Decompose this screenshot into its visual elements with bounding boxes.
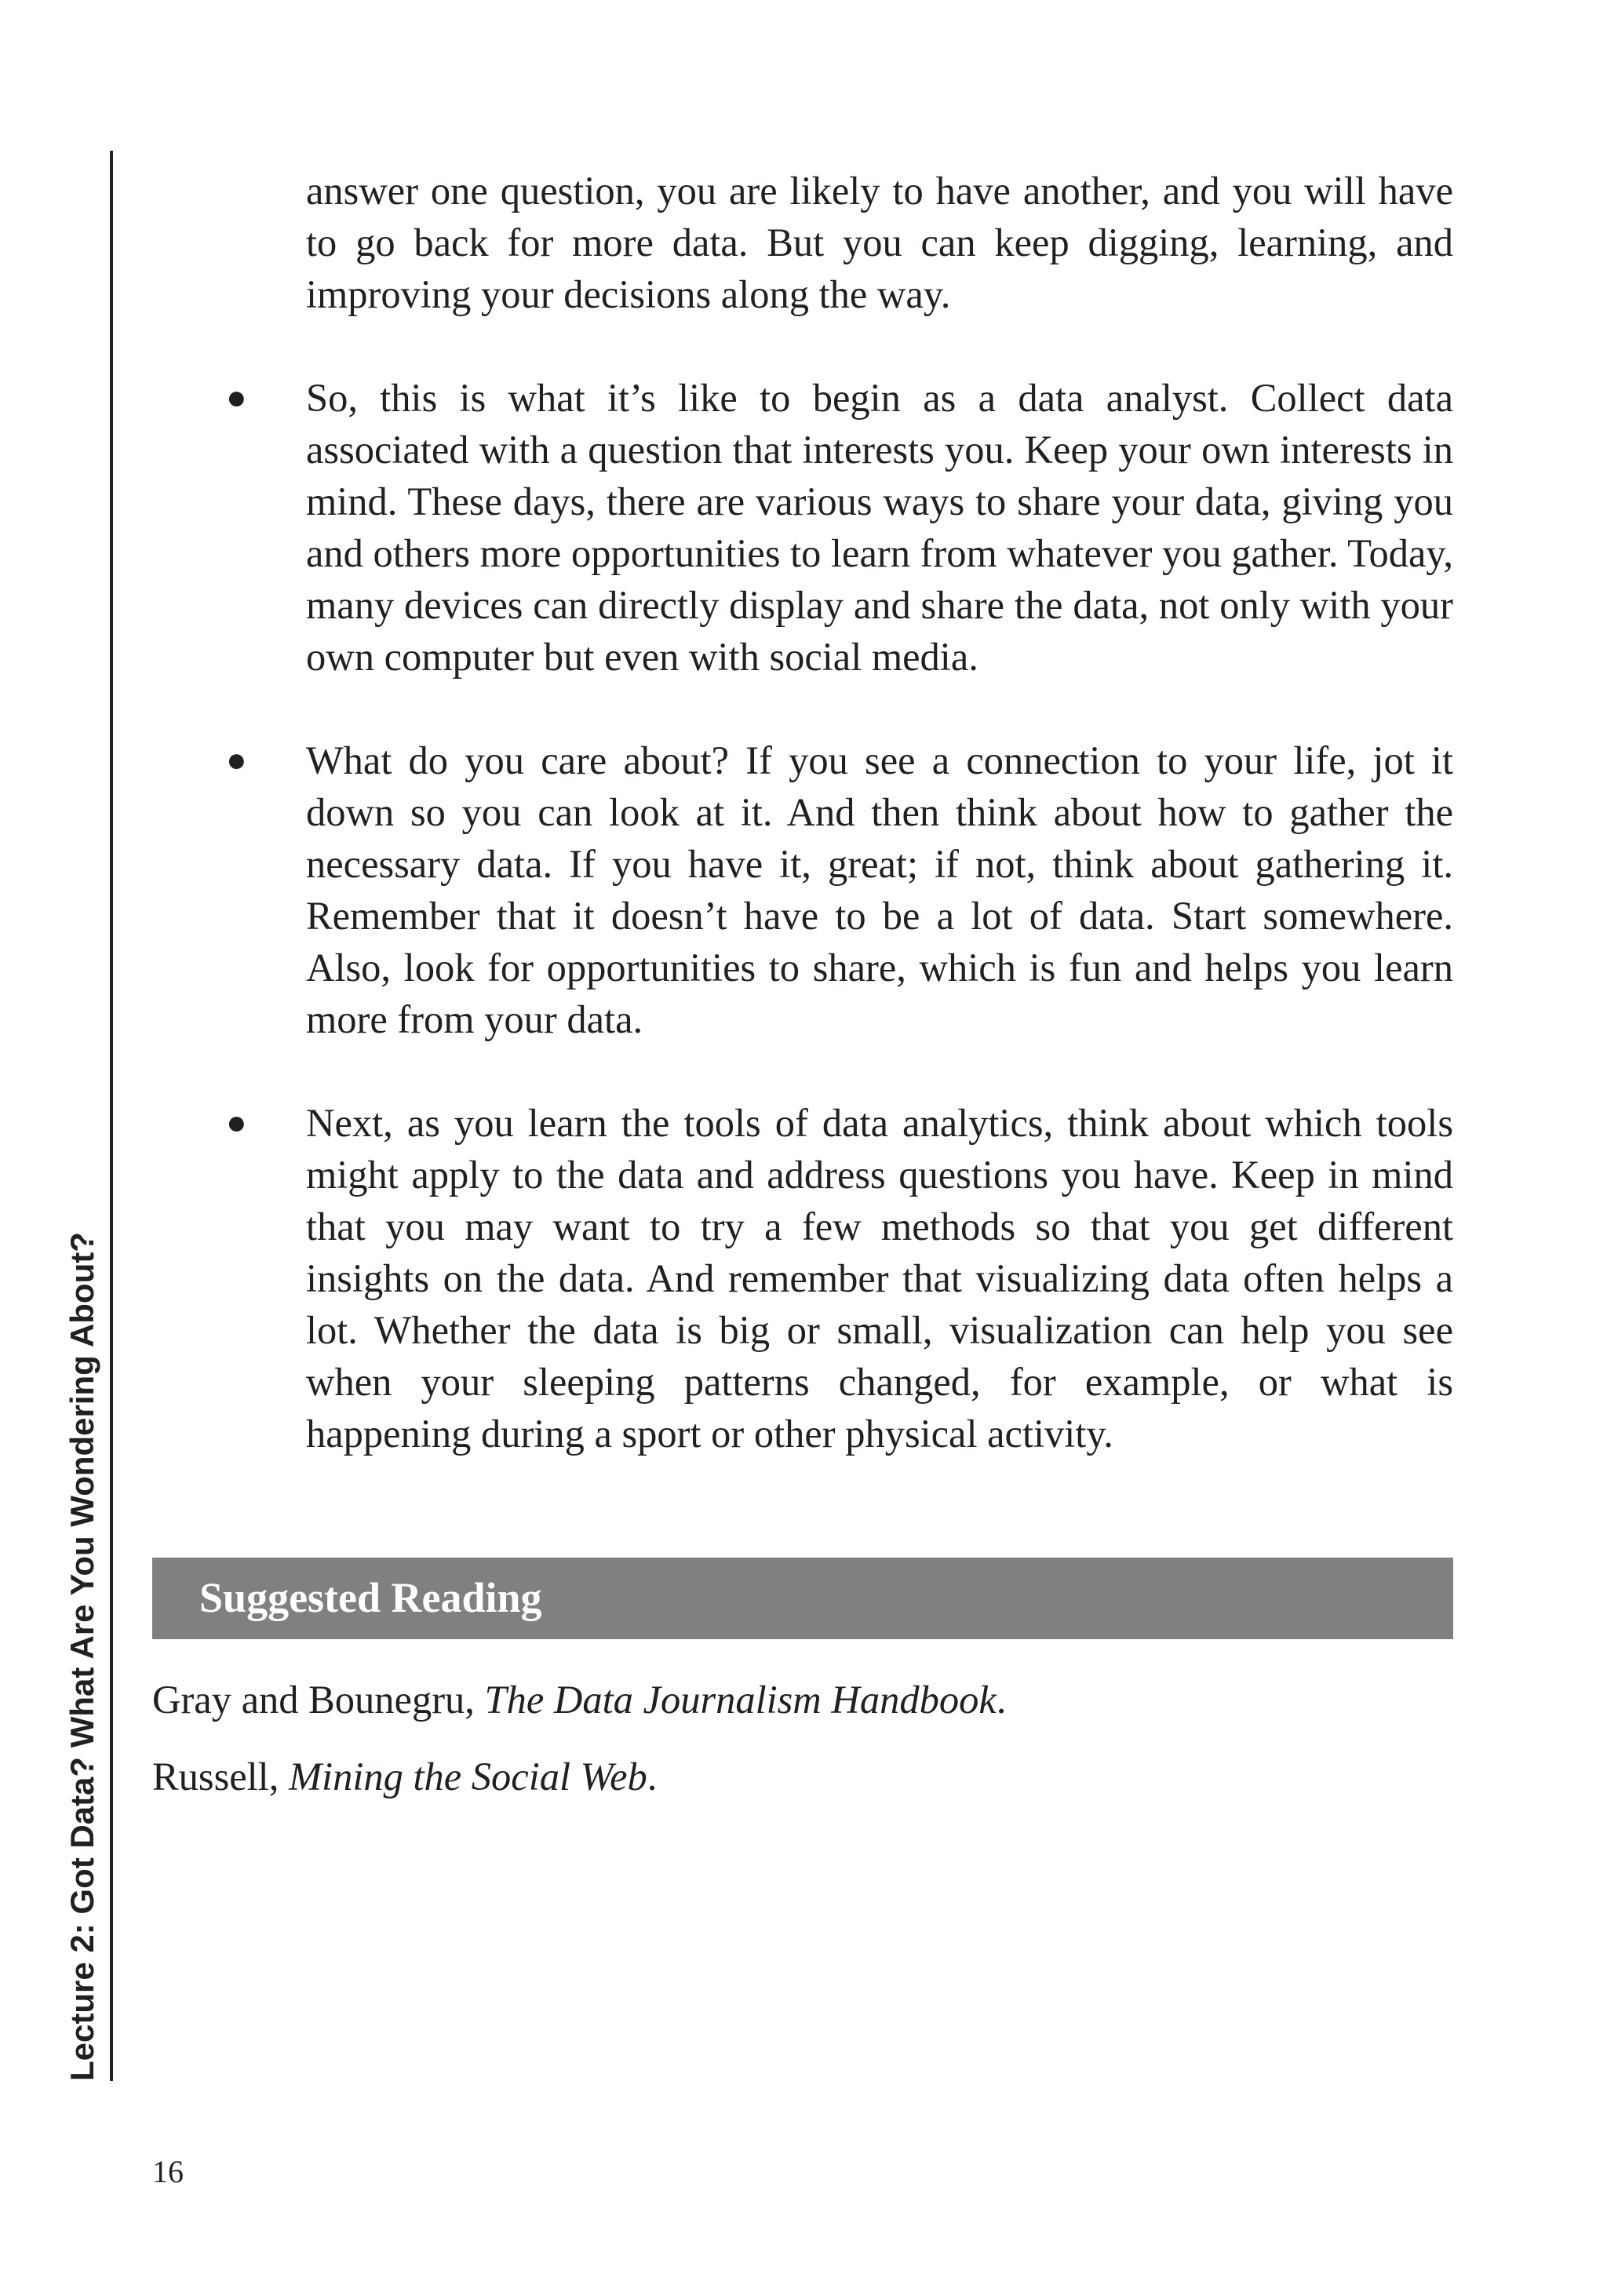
reference-end: . (647, 1755, 658, 1799)
list-item (212, 734, 1453, 1045)
reference-item (152, 1751, 657, 1802)
side-rule (110, 151, 113, 2081)
bullet-icon: ● (226, 1103, 247, 1142)
list-item-text: So, this is what it’s like to begin as a data analyst. Collect data associated with a question that interests you. Keep your own interests in mind. These days, there are various ways to share your data, giving you and others more opportunities to learn from whatever you gather. Today, many devices can directly display and share the data, not only with your own computer but even with social media. (306, 376, 1453, 679)
reference-end: . (996, 1678, 1007, 1722)
reference-item (152, 1674, 1006, 1726)
section-heading: Suggested Reading (199, 1574, 542, 1621)
reference-title: The Data Journalism Handbook (484, 1678, 997, 1722)
reference-author: Russell, (152, 1755, 289, 1799)
list-item (212, 1097, 1453, 1460)
page-number: 16 (152, 2154, 184, 2189)
continuation-paragraph: answer one question, you are likely to have another, and you will have to go back for more data. But you can keep digging, learning, and improving your decisions along the way. (306, 169, 1453, 316)
suggested-reading-header (152, 1558, 1453, 1639)
bullet-icon: ● (226, 741, 247, 779)
bullet-list (212, 372, 1453, 1511)
list-item-text: What do you care about? If you see a connection to your life, jot it down so you can look at it. And then think about how to gather the necessary data. If you have it, great; if not, think about gathering it. Remember that it doesn’t have to be a lot of data. Start somewhere. Also, look for opportunities to share, which is fun and helps you learn more from your data. (306, 738, 1453, 1041)
list-item (212, 372, 1453, 683)
list-item-text: Next, as you learn the tools of data analytics, think about which tools might apply to the data and address questions you have. Keep in mind that you may want to try a few methods so that you get different insights on the data. And remember that visualizing data often helps a lot. Whether the data is big or small, visualization can help you see when your sleeping patterns changed, for example, or what is happening during a sport or other physical activity. (306, 1101, 1453, 1456)
reference-author: Gray and Bounegru, (152, 1678, 485, 1722)
bullet-icon: ● (226, 378, 247, 417)
running-head-vertical: Lecture 2: Got Data? What Are You Wondering About? (64, 1232, 100, 2081)
reference-title: Mining the Social Web (288, 1755, 647, 1799)
